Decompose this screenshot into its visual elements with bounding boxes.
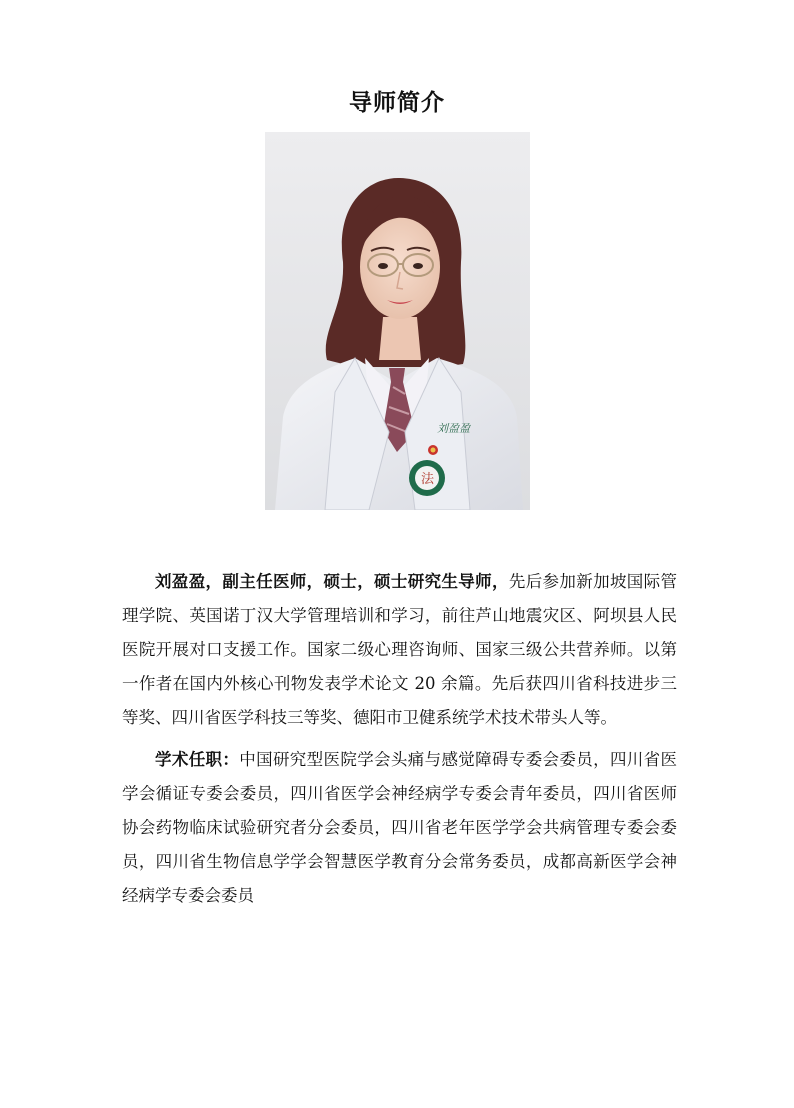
bio-positions-paragraph <box>122 743 677 913</box>
coat-name-tag: 刘盈盈 <box>437 422 470 435</box>
portrait-photo <box>265 132 530 510</box>
bio-intro-paragraph <box>122 565 677 735</box>
bio-intro-bold: 刘盈盈，副主任医师，硕士，硕士研究生导师， <box>155 572 509 591</box>
bio-positions-text: 中国研究型医院学会头痛与感觉障碍专委会委员，四川省医学会循证专委会委员，四川省医学会神经病学专委会青年委员，四川省医师协会药物临床试验研究者分会委员，四川省老年医学学会共病管理专委会委员，四川省生物信息学学会智慧医学教育分会常务委员，成都高新医学会神经病学专委会委员 <box>122 750 678 905</box>
page-title: 导师简介 <box>349 89 445 116</box>
badge-text: 法 <box>421 472 435 487</box>
bio-section <box>122 565 677 921</box>
bio-positions-label: 学术任职： <box>155 750 240 769</box>
bio-intro-text: 先后参加新加坡国际管理学院、英国诺丁汉大学管理培训和学习，前往芦山地震灾区、阿坝县人民医院开展对口支援工作。国家二级心理咨询师、国家三级公共营养师。以第一作者在国内外核心刊物发表学术论文 20 余篇。先后获四川省科技进步三等奖、四川省医学科技三等奖、德阳市卫健系统学术技术带头人等。 <box>122 572 678 727</box>
